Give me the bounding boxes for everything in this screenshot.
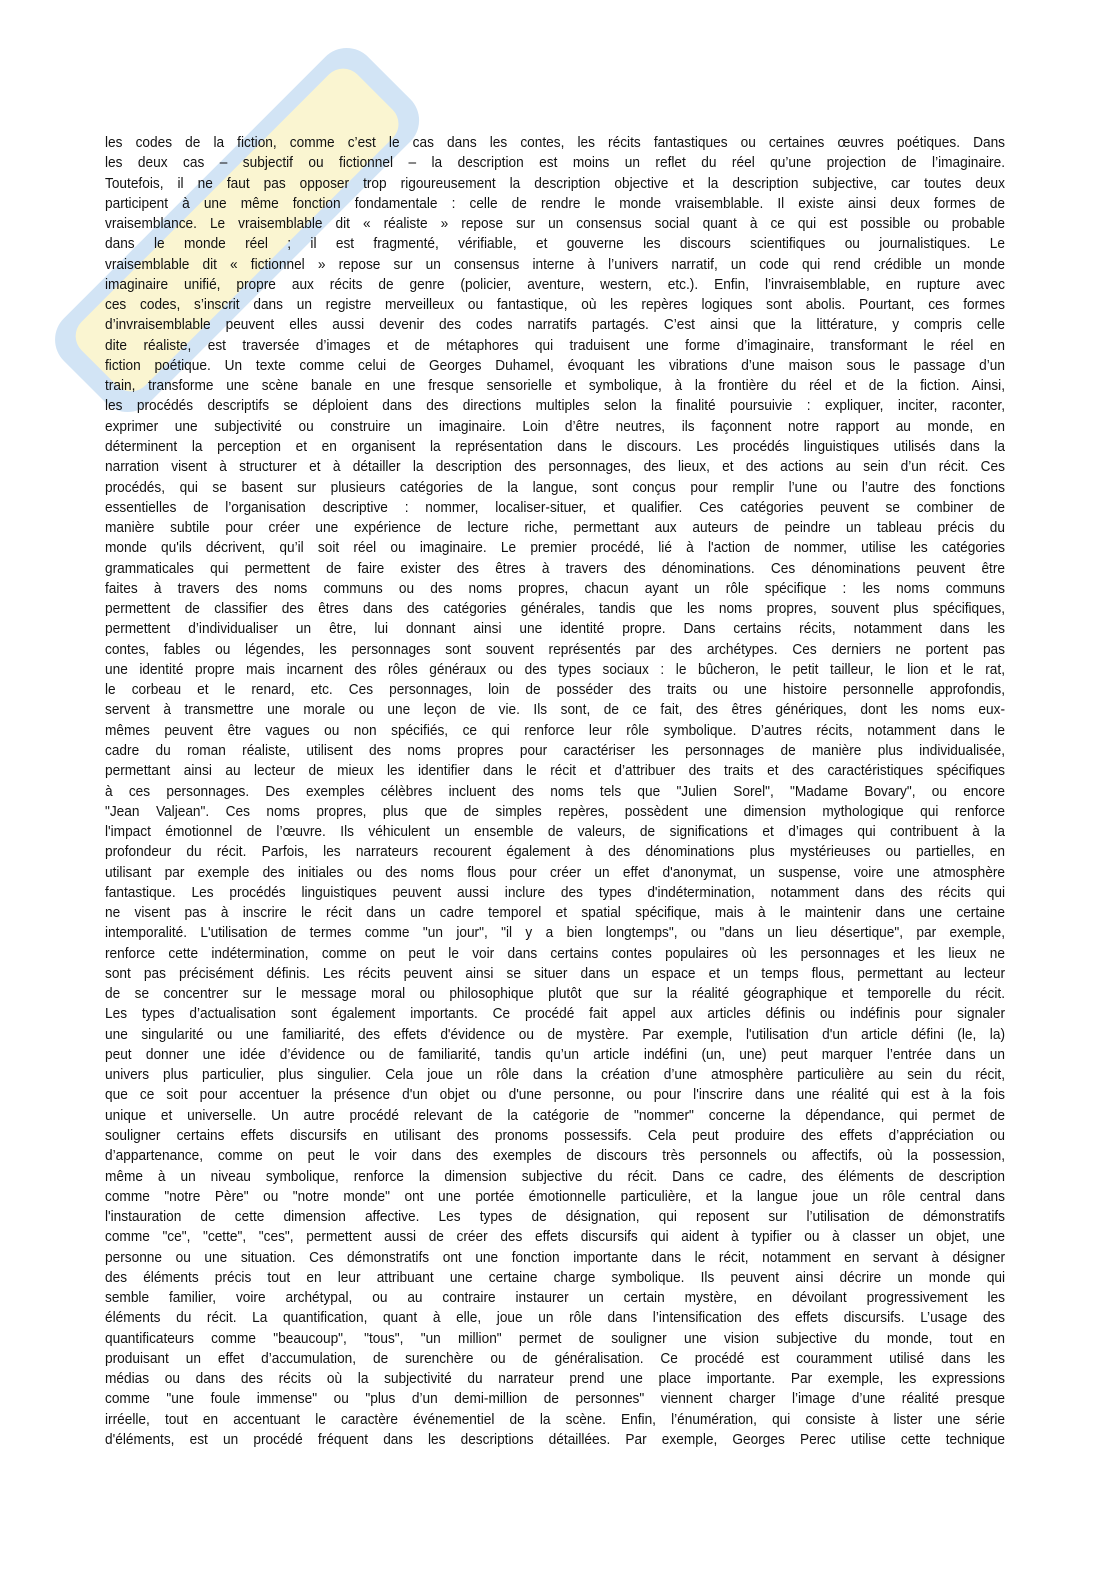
- text-line: personne ou une situation. Ces démonstratifs ont une fonction importante dans le récit, notamment en servant à désigner: [105, 1248, 1005, 1266]
- text-line: servent à transmettre une morale ou une leçon de vie. Ils sont, de ce fait, des êtres génériques, dont les noms eux-: [105, 701, 1005, 719]
- text-line: peut donner une idée d’évidence ou de familiarité, tandis qu’un article indéfini (un, une) peut marquer l’entrée dans un: [105, 1045, 1005, 1063]
- text-line: vraisemblance. Le vraisemblable dit « réaliste » repose sur un consensus social quant à ce qui est possible ou probable: [105, 215, 1005, 233]
- text-line: les deux cas – subjectif ou fictionnel – la description est moins un reflet du réel qu’une projection de l’imaginaire.: [105, 154, 1005, 172]
- text-line: des éléments précis tout en leur attribuant une certaine charge symbolique. Ils peuvent ainsi décrire un monde qui: [105, 1268, 1005, 1286]
- text-line: Toutefois, il ne faut pas opposer trop rigoureusement la description objective et la description subjective, car toutes deux: [105, 174, 1005, 192]
- text-line: sont pas précisément définis. Les récits peuvent ainsi se situer dans un espace et un temps flous, permettant au lecteur: [105, 964, 1005, 982]
- text-line: semble familier, voire archétypal, ou au contraire instaurer un certain mystère, en dévoilant progressivement les: [105, 1289, 1005, 1307]
- text-line: renforce cette indétermination, comme on peut le voir dans certains contes populaires où les personnages et les lieux ne: [105, 944, 1005, 962]
- text-line: le corbeau et le renard, etc. Ces personnages, loin de posséder des traits ou une histoire personnelle approfondis,: [105, 681, 1005, 699]
- text-line: unique et universelle. Un autre procédé relevant de la catégorie de "nommer" concerne la dépendance, qui permet de: [105, 1106, 1005, 1124]
- text-line: l'instauration de cette dimension affective. Les types de désignation, qui reposent sur l’utilisation de démonstratifs: [105, 1208, 1005, 1226]
- text-line: grammaticales qui permettent de faire exister des êtres à travers des dénominations. Ces dénominations peuvent être: [105, 559, 1005, 577]
- text-line: comme "une foule immense" ou "plus d’un demi-million de personnes" viennent charger l’image d’une réalité presque: [105, 1390, 1005, 1408]
- text-line: quantificateurs comme "beaucoup", "tous", "un million" permet de souligner une vision subjective du monde, tout en: [105, 1329, 1005, 1347]
- text-line: irréelle, tout en accentuant le caractère événementiel de la scène. Enfin, l’énumération, qui consiste à lister une série: [105, 1410, 1005, 1428]
- text-line: dite réaliste, est traversée d’images et de métaphores qui traduisent une forme d’imaginaire, transformant le réel en: [105, 336, 1005, 354]
- text-line: Les types d’actualisation sont également importants. Ce procédé fait appel aux articles définis ou indéfinis pour signaler: [105, 1005, 1005, 1023]
- text-line: déterminent la perception et en organisent la représentation dans le discours. Les procédés linguistiques utilisés dans la: [105, 437, 1005, 455]
- text-line: les procédés descriptifs se déploient dans des directions multiples selon la finalité poursuivie : expliquer, inciter, raconter,: [105, 397, 1005, 415]
- text-line: une singularité ou une familiarité, des effets d'évidence ou de mystère. Par exemple, l'utilisation d'un article défini (le, la): [105, 1025, 1005, 1043]
- text-line: les codes de la fiction, comme c’est le cas dans les contes, les récits fantastiques ou certaines œuvres poétiques. Dans: [105, 134, 1005, 151]
- text-line: permettant ainsi au lecteur de mieux les identifier dans le récit et d’attribuer des traits et des caractéristiques spécifiques: [105, 762, 1005, 780]
- text-line: souligner certains effets discursifs en utilisant des pronoms possessifs. Cela peut produire des effets d’appréciation ou: [105, 1127, 1005, 1145]
- text-line: l'impact émotionnel de l’œuvre. Ils véhiculent un ensemble de valeurs, de significations et d’images qui contribuent à la: [105, 823, 1005, 841]
- text-line: utilisant par exemple des initiales ou des noms flous pour créer un effet d'anonymat, un suspense, voire une atmosphère: [105, 863, 1005, 881]
- text-line: comme "ce", "cette", "ces", permettent aussi de créer des effets discursifs qui aident à typifier ou à classer un objet, une: [105, 1228, 1005, 1246]
- text-line: intemporalité. L'utilisation de termes comme "un jour", "il y a bien longtemps", ou "dans un lieu désertique", par exemple,: [105, 924, 1005, 942]
- text-line: d'éléments, est un procédé fréquent dans les descriptions détaillées. Par exemple, Georges Perec utilise cette technique: [105, 1431, 1005, 1448]
- text-line: ces codes, s’inscrit dans un registre merveilleux ou fantastique, où les repères logiques sont abolis. Pourtant, ces formes: [105, 296, 1005, 314]
- text-line: cadre du roman réaliste, utilisent des noms propres pour caractériser les personnages de manière plus individualisée,: [105, 741, 1005, 759]
- text-line: train, transforme une scène banale en une fresque sensorielle et symbolique, à la frontière du réel et de la fiction. Ainsi,: [105, 377, 1005, 395]
- text-line: médias ou dans des récits où la subjectivité du narrateur prend une place importante. Par exemple, les expressions: [105, 1370, 1005, 1388]
- text-line: faites à travers des noms communs ou des noms propres, chacun ayant un rôle spécifique : les noms communs: [105, 579, 1005, 597]
- text-line: à ces personnages. Des exemples célèbres incluent des noms tels que "Julien Sorel", "Madame Bovary", ou encore: [105, 782, 1005, 800]
- text-line: que ce soit pour accentuer la présence d'un objet ou d'une personne, ou pour l'inscrire dans une réalité qui est à la fois: [105, 1086, 1005, 1104]
- text-line: produisant un effet d’accumulation, de surenchère ou de généralisation. Ce procédé est couramment utilisé dans les: [105, 1349, 1005, 1367]
- text-line: dans le monde réel ; il est fragmenté, vérifiable, et gouverne les discours scientifiques ou journalistiques. Le: [105, 235, 1005, 253]
- text-line: comme "notre Père" ou "notre monde" ont une portée émotionnelle particulière, et la langue joue un rôle central dans: [105, 1187, 1005, 1205]
- text-line: univers plus particulier, plus singulier. Cela joue un rôle dans la création d’une atmosphère particulière au sein du récit,: [105, 1066, 1005, 1084]
- text-line: manière subtile pour créer une expérience de lecture riche, permettant aux auteurs de peindre un tableau précis du: [105, 519, 1005, 537]
- text-line: vraisemblable dit « fictionnel » repose sur un consensus interne à l’univers narratif, un code qui rend crédible un monde: [105, 255, 1005, 273]
- text-line: essentielles de l’organisation descriptive : nommer, localiser-situer, et qualifier. Ces catégories peuvent se combiner de: [105, 498, 1005, 516]
- text-line: imaginaire unifié, propre aux récits de genre (policier, aventure, western, etc.). Enfin, l’invraisemblable, en rupture avec: [105, 275, 1005, 293]
- text-line: d’appartenance, comme on peut le voir dans des exemples de discours très personnels ou affectifs, où la possession,: [105, 1147, 1005, 1165]
- text-line: une identité propre mais incarnent des rôles généraux ou des types sociaux : le bûcheron, le petit tailleur, le lion et le rat,: [105, 660, 1005, 678]
- text-line: d’invraisemblable peuvent elles aussi devenir des codes narratifs partagés. C’est ainsi que la littérature, y compris celle: [105, 316, 1005, 334]
- text-line: permettent d’individualiser un être, lui donnant ainsi une identité propre. Dans certains récits, notamment dans les: [105, 620, 1005, 638]
- text-line: monde qu'ils décrivent, qu’il soit réel ou imaginaire. Le premier procédé, lié à l'action de nommer, utilise les catégories: [105, 539, 1005, 557]
- text-line: permettent de classifier des êtres dans des catégories générales, tandis que les noms propres, souvent plus spécifiques,: [105, 600, 1005, 618]
- text-line: exprimer une subjectivité ou construire un imaginaire. Loin d’être neutres, ils façonnent notre rapport au monde, en: [105, 417, 1005, 435]
- text-line: participent à une même fonction fondamentale : celle de rendre le monde vraisemblable. Il existe ainsi deux formes de: [105, 194, 1005, 212]
- text-line: "Jean Valjean". Ces noms propres, plus que de simples repères, possèdent une dimension mythologique qui renforce: [105, 802, 1005, 820]
- text-line: ne visent pas à inscrire le récit dans un cadre temporel et spatial spécifique, mais à le maintenir dans une certaine: [105, 904, 1005, 922]
- text-line: fantastique. Les procédés linguistiques peuvent aussi inclure des types d'indétermination, notamment dans des récits qui: [105, 883, 1005, 901]
- text-line: fiction poétique. Un texte comme celui de Georges Duhamel, évoquant les vibrations d’une maison sous le passage d’un: [105, 356, 1005, 374]
- text-line: mêmes peuvent être vagues ou non spécifiés, ce qui renforce leur rôle symbolique. D’autres récits, notamment dans le: [105, 721, 1005, 739]
- text-line: éléments du récit. La quantification, quant à elle, joue un rôle dans l’intensification des effets discursifs. L’usage des: [105, 1309, 1005, 1327]
- text-line: profondeur du récit. Parfois, les narrateurs recourent également à des dénominations plus mystérieuses ou partielles, en: [105, 843, 1005, 861]
- text-line: de se concentrer sur le message moral ou philosophique plutôt que sur la réalité géographique et temporelle du récit.: [105, 985, 1005, 1003]
- text-line: même à un niveau symbolique, renforce la dimension subjective du récit. Dans ce cadre, des éléments de description: [105, 1167, 1005, 1185]
- text-line: narration visent à structurer et à détailler la description des personnages, des lieux, et des actions au sein d’un récit. Ces: [105, 458, 1005, 476]
- text-line: contes, fables ou légendes, les personnages sont souvent représentés par des archétypes. Ces derniers ne portent pas: [105, 640, 1005, 658]
- document-body: [105, 133, 1005, 1450]
- text-line: procédés, qui se basent sur plusieurs catégories de la langue, sont conçus pour remplir l’une ou l’autre des fonctions: [105, 478, 1005, 496]
